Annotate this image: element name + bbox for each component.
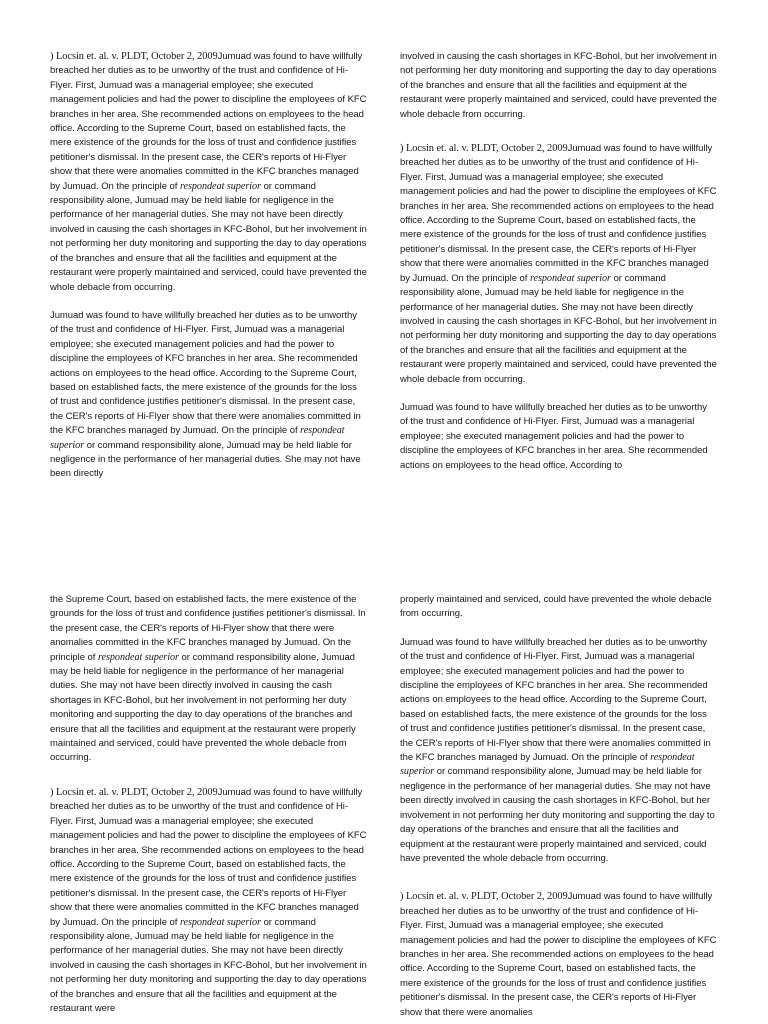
- doctrine-term: respondeat superior: [529, 272, 611, 284]
- paragraph: [400, 50, 717, 122]
- paragraph-text: Jumuad was found to have willfully breached her duties as to be unworthy of the trust and confidence of Hi-Flyer. First, Jumuad was a managerial employee; she executed management policies and had the power to discipline the employees of KFC branches in her area. She recommended actions on employees to the head office. According to the Supreme Court, based on established facts, the mere existence of the grounds for the loss of trust and confidence justifies petitioner's dismissal. In the present case, the CER's reports of Hi-Flyer show that there were anomalies committed in the KFC branches managed by Jumuad. On the principle of: [50, 51, 367, 192]
- case-citation: ) Locsin et. al. v. PLDT, October 2, 2009: [400, 143, 568, 155]
- doctrine-term: respondeat superior: [400, 752, 695, 778]
- doctrine-term: respondeat superior: [179, 916, 261, 928]
- column-top-right: [400, 50, 717, 487]
- paragraph-text: Jumuad was found to have willfully breached her duties as to be unworthy of the trust and confidence of Hi-Flyer. First, Jumuad was a managerial employee; she executed management policies and had the power to discipline the employees of KFC branches in her area. She recommended actions on employees to the head office. According to the Supreme Court, based on established facts, the mere existence of the grounds for the loss of trust and confidence justifies petitioner's dismissal. In the present case, the CER's reports of Hi-Flyer show that there were anomalies committed in the KFC branches managed by Jumuad. On the principle of: [50, 309, 361, 437]
- paragraph-text: or command responsibility alone, Jumuad may be held liable for negligence in the performance of her managerial duties. She may not have been directly involved in causing the cash shortages in KFC-Bohol, but her involvement in not performing her duty monitoring and supporting the day to day operations of the branches and ensure that all the facilities and equipment at the restaurant were properly maintained and serviced, could have prevented the whole debacle from occurring.: [50, 180, 367, 293]
- paragraph-text: or command responsibility alone, Jumuad may be held liable for negligence in the performance of her managerial duties. She may not have been directly involved in causing the cash shortages in KFC-Bohol, but her involvement in not performing her duty monitoring and supporting the day to day operations of the branches and ensure that all the facilities and equipment at the restaurant were properly maintained and serviced, could have prevented the whole debacle from occurring.: [400, 272, 717, 385]
- doctrine-term: respondeat superior: [179, 180, 261, 192]
- doctrine-term: respondeat superior: [97, 651, 179, 663]
- paragraph-text: Jumuad was found to have willfully breached her duties as to be unworthy of the trust and confidence of Hi-Flyer. First, Jumuad was a managerial employee; she executed management policies and had the power to discipline the employees of KFC branches in her area. She recommended actions on employees to the head office. According to: [400, 401, 708, 471]
- paragraph-text: Jumuad was found to have willfully breached her duties as to be unworthy of the trust and confidence of Hi-Flyer. First, Jumuad was a managerial employee; she executed management policies and had the power to discipline the employees of KFC branches in her area. She recommended actions on employees to the head office. According to the Supreme Court, based on established facts, the mere existence of the grounds for the loss of trust and confidence justifies petitioner's dismissal. In the present case, the CER's reports of Hi-Flyer show that there were anomalies committed in the KFC branches managed by Jumuad. On the principle of: [400, 143, 717, 284]
- paragraph: [50, 786, 367, 1017]
- paragraph: [400, 401, 717, 473]
- case-citation: ) Locsin et. al. v. PLDT, October 2, 2009: [50, 51, 218, 62]
- paragraph-text: or command responsibility alone, Jumuad may be held liable for negligence in the performance of her managerial duties. She may not have been directly involved in causing the cash shortages in KFC-Bohol, but her involvement in not performing her duty monitoring and supporting the day to day operations of the branches and ensure that all the facilities and equipment at the restaurant were properly maintained and serviced, could have prevented the whole debacle from occurring.: [400, 766, 715, 864]
- paragraph-text: Jumuad was found to have willfully breached her duties as to be unworthy of the trust and confidence of Hi-Flyer. First, Jumuad was a managerial employee; she executed management policies and had the power to discipline the employees of KFC branches in her area. She recommended actions on employees to the head office. According to the Supreme Court, based on established facts, the mere existence of the grounds for the loss of trust and confidence justifies petitioner's dismissal. In the present case, the CER's reports of Hi-Flyer show that there were anomalies committed in the KFC branches managed by Jumuad. On the principle of: [50, 786, 367, 928]
- paragraph-text: or command responsibility alone, Jumuad may be held liable for negligence in the performance of her managerial duties. She may not have been directly involved in causing the cash shortages in KFC-Bohol, but her involvement in not performing her duty monitoring and supporting the day to day operations of the branches and ensure that all the facilities and equipment at the restaurant were: [50, 916, 367, 1014]
- column-top-left: [50, 50, 367, 496]
- paragraph: [400, 142, 717, 387]
- paragraph-text: or command responsibility alone, Jumuad may be held liable for negligence in the performance of her managerial duties. She may not have been directly: [50, 439, 361, 480]
- paragraph-text: involved in causing the cash shortages in KFC-Bohol, but her involvement in not performing her duty monitoring and supporting the day to day operations of the branches and ensure that all the facilities and equipment at the restaurant were properly maintained and serviced, could have prevented the whole debacle from occurring.: [400, 51, 717, 120]
- doctrine-term: respondeat superior: [50, 425, 345, 451]
- column-bottom-right: [400, 593, 717, 1024]
- case-citation: ) Locsin et. al. v. PLDT, October 2, 2009: [50, 786, 218, 798]
- paragraph-text: properly maintained and serviced, could have prevented the whole debacle from occurring.: [400, 594, 712, 620]
- paragraph: [50, 50, 367, 295]
- paragraph: [400, 636, 717, 867]
- paragraph-text: Jumuad was found to have willfully breached her duties as to be unworthy of the trust and confidence of Hi-Flyer. First, Jumuad was a managerial employee; she executed management policies and had the power to discipline the employees of KFC branches in her area. She recommended actions on employees to the head office. According to the Supreme Court, based on established facts, the mere existence of the grounds for the loss of trust and confidence justifies petitioner's dismissal. In the present case, the CER's reports of Hi-Flyer show that there were anomalies: [400, 891, 717, 1018]
- paragraph-text: Jumuad was found to have willfully breached her duties as to be unworthy of the trust and confidence of Hi-Flyer. First, Jumuad was a managerial employee; she executed management policies and had the power to discipline the employees of KFC branches in her area. She recommended actions on employees to the head office. According to the Supreme Court, based on established facts, the mere existence of the grounds for the loss of trust and confidence justifies petitioner's dismissal. In the present case, the CER's reports of Hi-Flyer show that there were anomalies committed in the KFC branches managed by Jumuad. On the principle of: [400, 636, 711, 764]
- paragraph: [50, 309, 367, 482]
- case-citation: ) Locsin et. al. v. PLDT, October 2, 2009: [400, 891, 568, 903]
- paragraph: [400, 890, 717, 1020]
- column-bottom-left: [50, 593, 367, 1024]
- paragraph-text: or command responsibility alone, Jumuad may be held liable for negligence in the performance of her managerial duties. She may not have been directly involved in causing the cash shortages in KFC-Bohol, but her involvement in not performing her duty monitoring and supporting the day to day operations of the branches and ensure that all the facilities and equipment at the restaurant were properly maintained and serviced, could have prevented the whole debacle from occurring.: [50, 651, 356, 764]
- paragraph-text: the Supreme Court, based on established facts, the mere existence of the grounds for the loss of trust and confidence justifies petitioner's dismissal. In the present case, the CER's reports of Hi-Flyer show that there were anomalies committed in the KFC branches managed by Jumuad. On the principle of: [50, 594, 366, 663]
- paragraph: [400, 593, 717, 622]
- paragraph: [50, 593, 367, 766]
